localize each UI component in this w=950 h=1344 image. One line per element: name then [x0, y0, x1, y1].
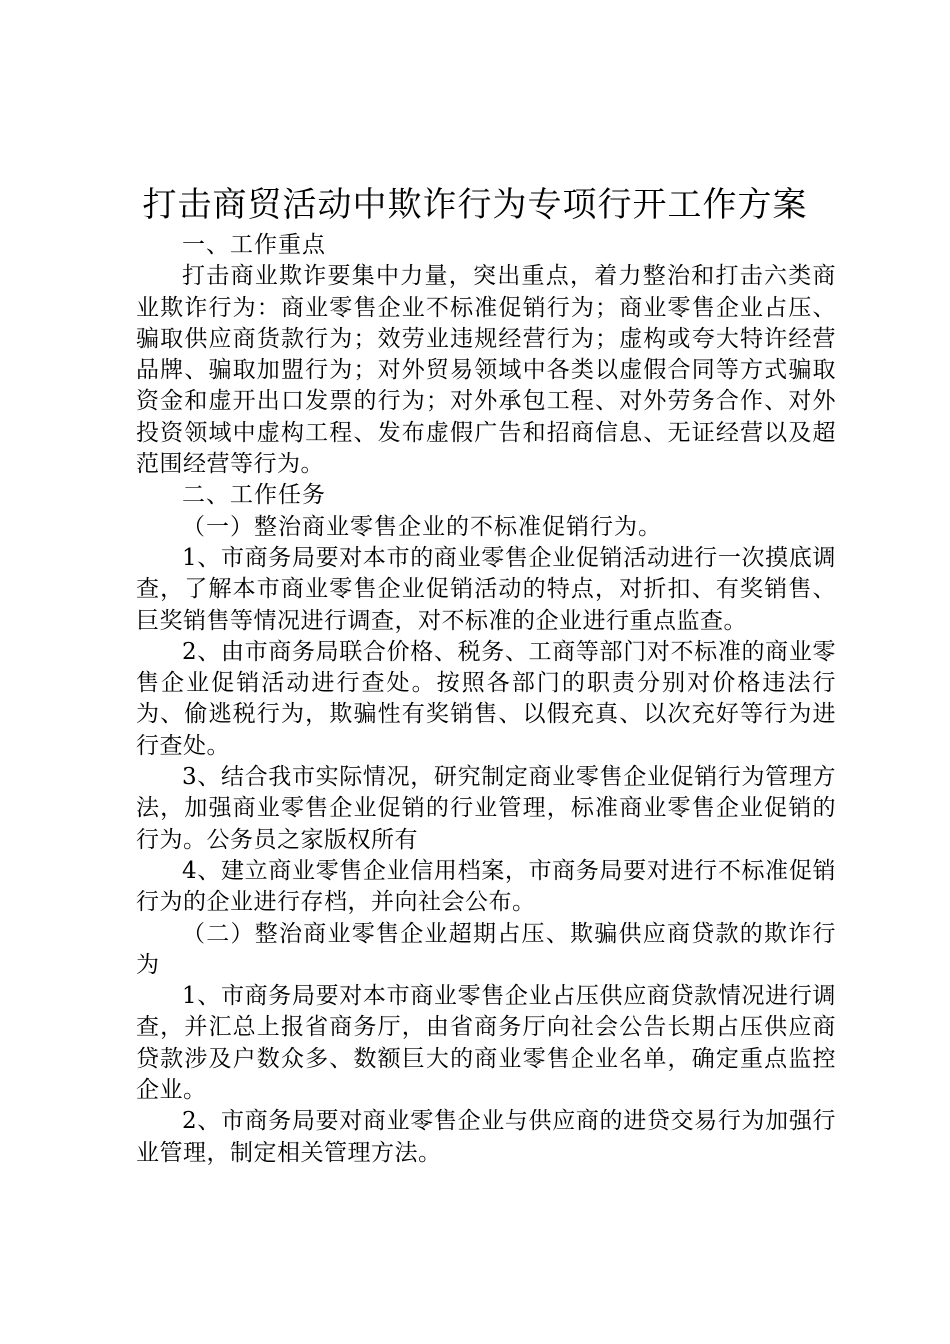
subsection-heading-1: （一）整治商业零售企业的不标准促销行为。	[182, 513, 662, 540]
paragraph-item: 3、结合我市实际情况，研究制定商业零售企业促销行为管理方法，加强商业零售企业促销的行业管理，标准商业零售企业促销的行为。公务员之家版权所有	[136, 764, 836, 853]
section-heading-work-tasks: 二、工作任务	[182, 482, 326, 509]
paragraph-item: 2、市商务局要对商业零售企业与供应商的进贷交易行为加强行业管理，制定相关管理方法。	[136, 1108, 836, 1166]
subsection-heading-2: （二）整治商业零售企业超期占压、欺骗供应商贷款的欺诈行为	[136, 920, 836, 978]
paragraph-item: 1、市商务局要对本市商业零售企业占压供应商贷款情况进行调查，并汇总上报省商务厅，由省商务厅向社会公告长期占压供应商贷款涉及户数众多、数额巨大的商业零售企业名单，确定重点监控企业。	[136, 983, 836, 1104]
document-title: 打击商贸活动中欺诈行为专项行开工作方案	[142, 185, 808, 225]
document-body	[136, 230, 836, 1169]
paragraph-item: 1、市商务局要对本市的商业零售企业促销活动进行一次摸底调查，了解本市商业零售企业促销活动的特点，对折扣、有奖销售、巨奖销售等情况进行调查，对不标准的企业进行重点监查。	[136, 544, 836, 634]
paragraph-item: 4、建立商业零售企业信用档案，市商务局要对进行不标准促销行为的企业进行存档，并向社会公布。	[136, 857, 836, 916]
section-heading-work-focus: 一、工作重点	[182, 232, 326, 258]
paragraph-work-focus: 打击商业欺诈要集中力量，突出重点，着力整治和打击六类商业欺诈行为：商业零售企业不标准促销行为；商业零售企业占压、骗取供应商货款行为；效劳业违规经营行为；虚构或夸大特许经营品牌、骗取加盟行为；对外贸易领域中各类以虚假合同等方式骗取资金和虚开出口发票的行为；对外承包工程、对外劳务合作、对外投资领域中虚构工程、发布虚假广告和招商信息、无证经营以及超范围经营等行为。	[136, 263, 836, 478]
paragraph-item: 2、由市商务局联合价格、税务、工商等部门对不标准的商业零售企业促销活动进行查处。按照各部门的职责分别对价格违法行为、偷逃税行为，欺骗性有奖销售、以假充真、以次充好等行为进行查处。	[136, 638, 836, 759]
